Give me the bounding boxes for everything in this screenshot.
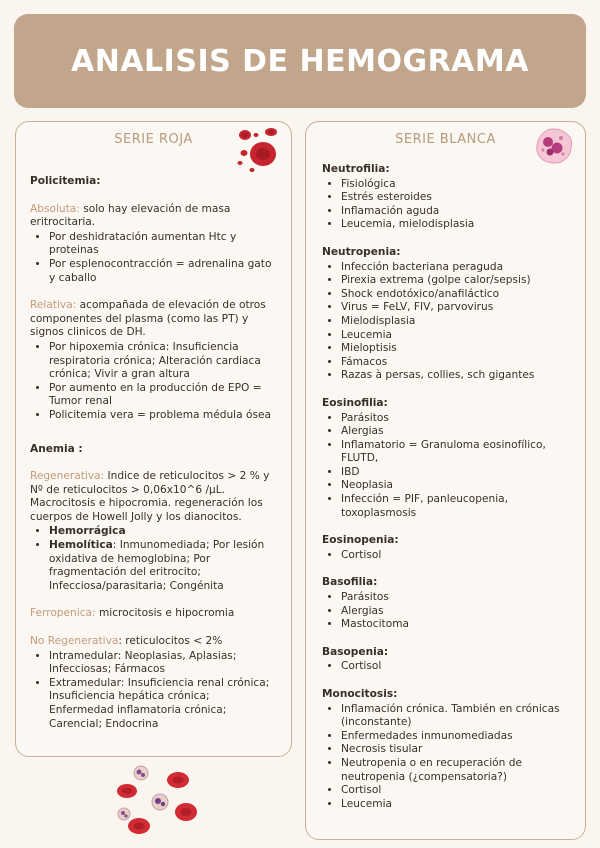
regenerativa-paragraph — [30, 470, 277, 524]
serie-blanca-content — [306, 147, 585, 811]
eosinofilia-list — [322, 412, 573, 521]
serie-roja-content — [16, 147, 291, 731]
section-title: Monocitosis: — [322, 688, 398, 700]
regenerativa-label: Regenerativa: — [30, 470, 105, 483]
neutrofilia-list — [322, 178, 573, 232]
list-item: • Inflamación aguda — [341, 205, 573, 219]
section-title: Neutropenia: — [322, 245, 401, 258]
ferropenica-paragraph — [30, 607, 277, 621]
list-item: • IBD — [341, 466, 573, 480]
serie-blanca-heading: SERIE BLANCA — [395, 132, 496, 147]
list-item: • Inflamación crónica. También en crónicas (inconstante) — [341, 703, 573, 730]
list-item: • Cortisol — [341, 549, 573, 563]
list-item: • Por esplenocontracción = adrenalina gato y caballo — [49, 258, 277, 285]
list-item: • Neutropenia o en recuperación de neutropenia (¿compensatoria?) — [341, 757, 573, 784]
list-item: • Inflamatorio = Granuloma eosinofílico, FLUTD, — [341, 439, 573, 466]
hemorragica-label: Hemorrágica — [49, 525, 126, 538]
monocitosis-list — [322, 703, 573, 812]
section-title: Neutrofilia: — [322, 163, 390, 175]
list-item: • Intramedular: Neoplasias, Aplasias; Infecciosas; Fármacos — [49, 650, 277, 677]
policitemia-title: Policitemia: — [30, 175, 101, 187]
list-item: • Por deshidratación aumentan Htc y proteinas — [49, 231, 277, 258]
list-item: • Infección = PIF, panleucopenia, toxoplasmosis — [341, 493, 573, 520]
relativa-list — [30, 341, 277, 423]
serie-roja-card — [15, 121, 292, 757]
ferropenica-label: Ferropenica: — [30, 607, 96, 620]
section-title: Basofilia: — [322, 576, 378, 589]
red-blood-cells-icon — [234, 125, 282, 173]
ferropenica-text: microcitosis e hipocromia — [95, 607, 235, 620]
list-item: • Fámacos — [341, 356, 573, 370]
list-item: • Leucemia, mielodisplasia — [341, 218, 573, 232]
noregen-label: No Regenerativa — [30, 635, 119, 648]
basofilia-list — [322, 591, 573, 632]
list-item — [49, 525, 277, 539]
hemolitica-label: Hemolítica — [49, 539, 113, 552]
absoluta-list — [30, 231, 277, 285]
noregen-paragraph — [30, 635, 277, 649]
list-item: • Mielodisplasia — [341, 315, 573, 329]
list-item: • Infección bacteriana peraguda — [341, 261, 573, 275]
absoluta-text: solo hay elevación de masa eritrocitaria. — [30, 202, 231, 229]
relativa-paragraph — [30, 299, 277, 340]
list-item: • Por hipoxemia crónica: Insuficiencia respiratoria crónica; Alteración cardiaca crónica; Vivir a gran altura — [49, 341, 277, 382]
list-item: • Cortisol — [341, 660, 573, 674]
regenerativa-list — [30, 525, 277, 593]
list-item: • Virus = FeLV, FIV, parvovirus — [341, 301, 573, 315]
list-item: • Mieloptisis — [341, 342, 573, 356]
absoluta-label: Absoluta: — [30, 202, 80, 215]
list-item: • Parásitos — [341, 412, 573, 426]
section-title: Basopenia: — [322, 645, 389, 658]
section-title: Eosinopenia: — [322, 534, 399, 547]
list-item: • Necrosis tisular — [341, 743, 573, 757]
hemolitica-text: : Inmunomediada; Por lesión oxidativa de hemoglobina; Por fragmentación del eritrocito; Infecciosa/parasitaria; Congénita — [49, 539, 265, 592]
list-item: • Policitemia vera = problema médula ósea — [49, 409, 277, 423]
list-item: • Enfermedades inmunomediadas — [341, 730, 573, 744]
list-item: • Estrés esteroides — [341, 191, 573, 205]
list-item: • Cortisol — [341, 784, 573, 798]
list-item: • Por aumento en la producción de EPO = Tumor renal — [49, 382, 277, 409]
relativa-label: Relativa: — [30, 299, 77, 312]
white-blood-cell-icon — [533, 126, 575, 166]
list-item: • Alergias — [341, 605, 573, 619]
noregen-text: : reticulocitos < 2% — [118, 635, 223, 648]
serie-roja-heading: SERIE ROJA — [114, 132, 193, 147]
list-item: • Razas à persas, collies, sch gigantes — [341, 369, 573, 383]
serie-blanca-card — [305, 121, 586, 840]
eosinopenia-list — [322, 549, 573, 563]
section-title: Eosinofilia: — [322, 396, 388, 409]
list-item: • Shock endotóxico/anafiláctico — [341, 288, 573, 302]
page-title: ANALISIS DE HEMOGRAMA — [71, 43, 529, 79]
list-item: • Leucemia — [341, 798, 573, 812]
noregen-list — [30, 650, 277, 732]
list-item: • Neoplasia — [341, 479, 573, 493]
list-item: • Extramedular: Insuficiencia renal crónica; Insuficiencia hepática crónica; Enfermedad inflamatoria crónica; Carencial; Endocrina — [49, 677, 277, 731]
list-item: • Pirexia extrema (golpe calor/sepsis) — [341, 274, 573, 288]
blood-cells-illustration — [115, 764, 200, 836]
list-item: • Fisiológica — [341, 178, 573, 192]
list-item: • Alergias — [341, 425, 573, 439]
neutropenia-list — [322, 261, 573, 383]
list-item: • Parásitos — [341, 591, 573, 605]
relativa-text: acompañada de elevación de otros componentes del plasma (como las PT) y signos clinicos de DH. — [30, 299, 266, 339]
absoluta-paragraph — [30, 203, 277, 230]
title-banner — [14, 14, 586, 108]
list-item: • Leucemia — [341, 329, 573, 343]
list-item: • Mastocitoma — [341, 618, 573, 632]
regenerativa-text: Indice de reticulocitos > 2 % y Nº de reticulocitos > 0,06x10^6 /µL. Macrocitosis e hipocromia. regeneración los cuerpos de Howell Jolly y los dianocitos. — [30, 470, 270, 523]
basopenia-list — [322, 660, 573, 674]
anemia-title: Anemia : — [30, 442, 83, 455]
list-item — [49, 539, 277, 593]
